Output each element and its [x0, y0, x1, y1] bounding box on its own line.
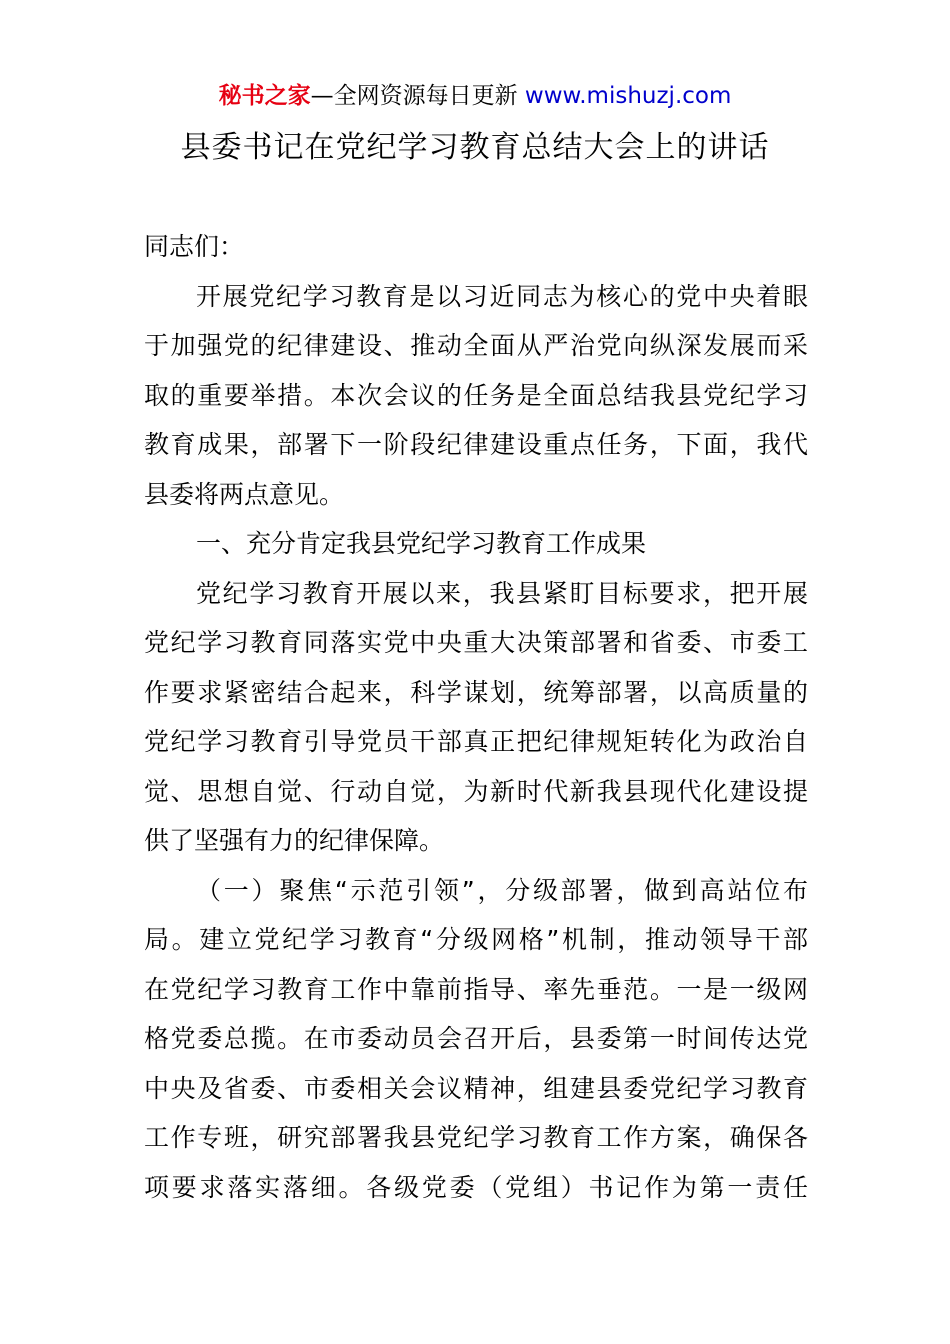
paragraph-line: 作要求紧密结合起来，科学谋划，统筹部署，以高质量的: [144, 677, 808, 707]
paragraph-line: 项要求落实落细。各级党委（党组）书记作为第一责任: [144, 1172, 808, 1202]
paragraph-line: 开展党纪学习教育是以习近同志为核心的党中央着眼: [196, 281, 808, 311]
paragraph-line: 教育成果，部署下一阶段纪律建设重点任务，下面，我代: [144, 430, 808, 459]
paragraph-line: 党纪学习教育引导党员干部真正把纪律规矩转化为政治自: [144, 727, 808, 756]
site-header: [0, 80, 950, 112]
paragraph-line: 取的重要举措。本次会议的任务是全面总结我县党纪学习: [144, 380, 808, 410]
paragraph-line: 县委将两点意见。: [144, 479, 345, 509]
paragraph-line: 中央及省委、市委相关会议精神，组建县委党纪学习教育: [144, 1073, 808, 1103]
document-body: [144, 222, 808, 1212]
paragraph-line: 党纪学习教育同落实党中央重大决策部署和省委、市委工: [144, 628, 808, 657]
subsection-heading: （一）聚焦“示范引领”，分级部署，做到高站位布: [196, 875, 808, 905]
paragraph-line: 格党委总揽。在市委动员会召开后，县委第一时间传达党: [144, 1024, 808, 1053]
paragraph-line: 局。建立党纪学习教育“分级网格”机制，推动领导干部: [144, 925, 808, 954]
paragraph-line: 工作专班，研究部署我县党纪学习教育工作方案，确保各: [144, 1123, 808, 1152]
paragraph-line: 在党纪学习教育工作中靠前指导、率先垂范。一是一级网: [144, 974, 808, 1004]
paragraph-line: 于加强党的纪律建设、推动全面从严治党向纵深发展而采: [144, 331, 808, 360]
salutation: 同志们：: [144, 232, 245, 261]
site-tagline: —全网资源每日更新: [310, 83, 525, 109]
paragraph-line: 觉、思想自觉、行动自觉，为新时代新我县现代化建设提: [144, 776, 808, 806]
site-brand: 秘书之家: [218, 83, 311, 109]
section-heading: 一、充分肯定我县党纪学习教育工作成果: [196, 529, 647, 558]
site-url-link[interactable]: www.mishuzj.com: [524, 83, 732, 109]
paragraph-line: 供了坚强有力的纪律保障。: [144, 826, 445, 855]
document-title: 县委书记在党纪学习教育总结大会上的讲话: [180, 130, 770, 165]
paragraph-line: 党纪学习教育开展以来，我县紧盯目标要求，把开展: [196, 578, 808, 608]
